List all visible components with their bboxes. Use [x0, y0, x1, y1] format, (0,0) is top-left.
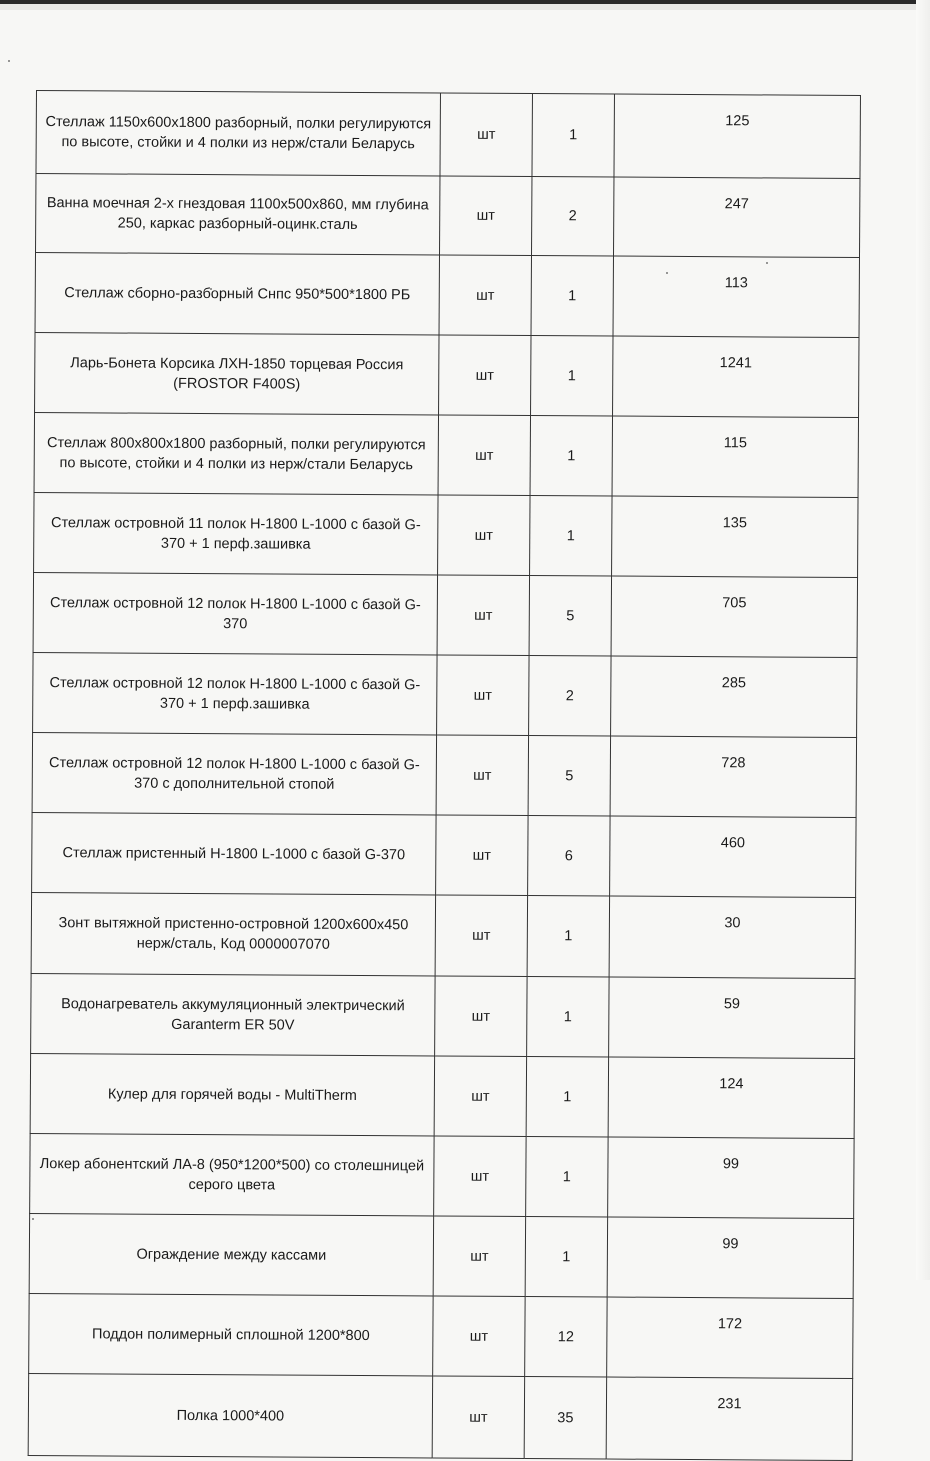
unit-cell: шт — [432, 1376, 524, 1459]
unit-cell: шт — [439, 176, 531, 256]
table-row — [35, 253, 859, 338]
scan-top-edge — [0, 0, 930, 10]
scan-right-edge — [916, 0, 930, 1280]
price-cell: 460 — [610, 816, 856, 898]
item-name-cell: Стеллаж 1150х600х1800 разборный, полки регулируются по высоте, стойки и 4 полки из нерж/стали Беларусь — [36, 91, 440, 176]
unit-cell: шт — [436, 815, 528, 896]
quantity-cell: 1 — [530, 416, 612, 496]
unit-cell: шт — [440, 93, 533, 177]
equipment-table — [28, 90, 861, 1461]
unit-cell: шт — [435, 976, 527, 1057]
unit-cell: шт — [434, 1136, 526, 1217]
table-row — [34, 412, 858, 497]
quantity-cell: 6 — [528, 816, 610, 896]
quantity-cell: 35 — [524, 1377, 606, 1459]
price-cell: 172 — [607, 1297, 853, 1379]
quantity-cell: 1 — [527, 896, 609, 977]
item-name-cell: Стеллаж сборно-разборный Снпс 950*500*1800 РБ — [35, 253, 439, 335]
equipment-table-body — [28, 91, 860, 1461]
price-cell: 59 — [609, 977, 855, 1059]
item-name-cell: Водонагреватель аккумуляционный электрический Garanterm ER 50V — [31, 973, 435, 1055]
quantity-cell: 5 — [528, 736, 610, 816]
table-row — [31, 892, 855, 978]
table-row — [34, 492, 858, 577]
unit-cell: шт — [439, 335, 531, 416]
quantity-cell: 1 — [526, 1137, 608, 1217]
unit-cell: шт — [438, 415, 530, 496]
price-cell: 113 — [613, 256, 859, 338]
item-name-cell: Ларь-Бонета Корсика ЛХН-1850 торцевая Россия (FROSTOR F400S) — [35, 332, 439, 414]
price-cell: 285 — [611, 656, 857, 738]
quantity-cell: 1 — [531, 256, 613, 336]
quantity-cell: 1 — [527, 977, 609, 1057]
quantity-cell: 1 — [532, 94, 615, 177]
unit-cell: шт — [434, 1056, 526, 1137]
quantity-cell: 1 — [525, 1217, 607, 1297]
price-cell: 124 — [608, 1057, 854, 1139]
quantity-cell: 1 — [530, 496, 612, 576]
unit-cell: шт — [433, 1216, 525, 1297]
unit-cell: шт — [433, 1296, 525, 1377]
unit-cell: шт — [439, 255, 531, 336]
table-row — [33, 652, 857, 737]
item-name-cell: Локер абонентский ЛА-8 (950*1200*500) со столешницей серого цвета — [30, 1133, 434, 1215]
quantity-cell: 5 — [529, 576, 611, 656]
quantity-cell: 1 — [526, 1057, 608, 1137]
item-name-cell: Ванна моечная 2-х гнездовая 1100х500х860, мм глубина 250, каркас разборный-оцинк.сталь — [36, 174, 440, 255]
item-name-cell: Ограждение между кассами — [29, 1213, 433, 1295]
price-cell: 99 — [607, 1217, 853, 1299]
price-cell: 247 — [613, 177, 859, 258]
price-cell: 231 — [606, 1377, 852, 1461]
price-cell: 728 — [610, 736, 856, 818]
unit-cell: шт — [435, 895, 527, 977]
quantity-cell: 2 — [531, 177, 613, 256]
table-row — [28, 1373, 852, 1460]
document-page — [28, 90, 860, 1461]
item-name-cell: Стеллаж 800х800х1800 разборный, полки регулируются по высоте, стойки и 4 полки из нерж/стали Беларусь — [34, 412, 438, 494]
price-cell: 30 — [609, 896, 855, 979]
price-cell: 135 — [612, 496, 858, 578]
table-row — [36, 91, 860, 179]
table-row — [29, 1293, 853, 1378]
unit-cell: шт — [436, 735, 528, 816]
price-cell: 125 — [614, 94, 861, 179]
item-name-cell: Кулер для горячей воды - MultiTherm — [30, 1053, 434, 1135]
table-row — [31, 973, 855, 1058]
price-cell: 115 — [612, 416, 858, 498]
unit-cell: шт — [437, 655, 529, 736]
table-row — [33, 572, 857, 657]
item-name-cell: Стеллаж пристенный H-1800 L-1000 с базой G-370 — [32, 812, 436, 894]
table-row — [30, 1053, 854, 1138]
quantity-cell: 1 — [531, 336, 613, 416]
table-row — [32, 812, 856, 897]
table-row — [36, 174, 860, 258]
table-row — [29, 1213, 853, 1298]
unit-cell: шт — [438, 495, 530, 576]
price-cell: 99 — [608, 1137, 854, 1219]
item-name-cell: Стеллаж островной 12 полок H-1800 L-1000 с базой G-370 + 1 перф.зашивка — [33, 652, 437, 734]
table-row — [30, 1133, 854, 1218]
table-row — [35, 332, 859, 417]
unit-cell: шт — [437, 575, 529, 656]
item-name-cell: Стеллаж островной 11 полок H-1800 L-1000 с базой G-370 + 1 перф.зашивка — [34, 492, 438, 574]
item-name-cell: Зонт вытяжной пристенно-островной 1200х600х450 нерж/сталь, Код 0000007070 — [31, 892, 435, 975]
item-name-cell: Полка 1000*400 — [28, 1373, 432, 1457]
quantity-cell: 12 — [525, 1297, 607, 1377]
price-cell: 1241 — [613, 336, 859, 418]
item-name-cell: Стеллаж островной 12 полок H-1800 L-1000 с базой G-370 — [33, 572, 437, 654]
item-name-cell: Стеллаж островной 12 полок H-1800 L-1000 с базой G-370 с дополнительной стопой — [32, 732, 436, 814]
price-cell: 705 — [611, 576, 857, 658]
quantity-cell: 2 — [529, 656, 611, 736]
item-name-cell: Поддон полимерный сплошной 1200*800 — [29, 1293, 433, 1375]
table-row — [32, 732, 856, 817]
scan-speck — [8, 60, 10, 62]
